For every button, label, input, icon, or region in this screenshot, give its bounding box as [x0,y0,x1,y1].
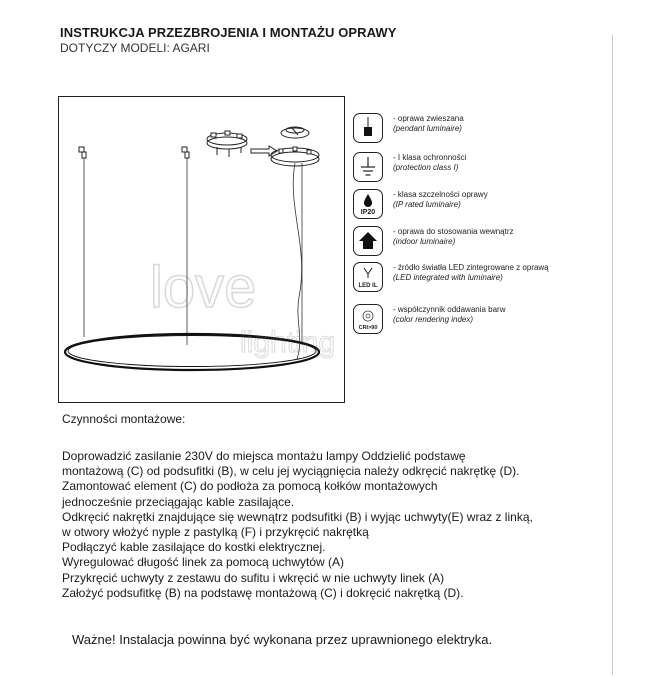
installation-steps [62,449,607,601]
ceiling-hook-middle [182,147,189,158]
assembly-arrow [251,146,277,156]
indoor-house-icon [353,226,383,256]
step-line: Założyć podsufitkę (B) na podstawę montażową (C) i dokręcić nakrętką (D). [62,585,464,600]
integrated-led-badge: LED IL [358,283,378,289]
ring-luminaire [65,334,319,370]
step-line: Wyregulować długość linek za pomocą uchwytów (A) [62,555,345,570]
protection-class-icon [353,152,383,182]
cri-badge: CRI>90 [358,325,378,331]
symbol-protection-label-en: (protection class I) [393,163,459,172]
step-line: Zamontować element (C) do podłoża za pomocą kołków montażowych [62,479,438,494]
step-line: jednocześnie przeciągając kable zasilające. [62,494,295,509]
step-line: w otwory włożyć nyple z pastylką (F) i przykręcić nakrętką [62,525,369,540]
watermark-main-text: love [150,255,257,320]
symbol-cri-label-pl: - współczynnik oddawania barw [393,305,506,314]
ip-rating-badge: IP20 [360,209,376,216]
step-line: Przykręcić uchwyty z zestawu do sufitu i wkręcić w nie uchwyty linek (A) [62,570,445,585]
canopy-exploded [207,131,247,157]
pendant-luminaire-icon [353,113,383,143]
electrician-warning: Ważne! Instalacja powinna być wykonana przez uprawnionego elektryka. [72,632,493,647]
ip-rating-icon [353,189,383,219]
symbol-pendant-label-pl: - oprawa zwieszana [393,114,464,123]
symbol-protection-label-pl: - I klasa ochronności [393,153,467,162]
page-edge-line [612,35,613,675]
power-cable [293,163,301,359]
watermark-sub-text: lighting [240,326,336,359]
document-title: INSTRUKCJA PRZEZBROJENIA I MONTAŻU OPRAWY [60,25,397,40]
symbol-ip-label-en: (IP rated luminaire) [393,200,461,209]
symbol-indoor-label-pl: - oprawa do stosowania wewnątrz [393,227,514,236]
symbol-pendant-label-en: (pendant luminaire) [393,124,462,133]
cri-icon [353,304,383,334]
suspension-cables [84,158,302,345]
luminaire-drawing [58,96,345,403]
step-line: Podłączyć kable zasilające do kostki elektrycznej. [62,540,326,555]
integrated-led-icon [353,262,383,292]
canopy-top-right [271,127,319,166]
section-heading: Czynności montażowe: [62,412,186,426]
symbol-indoor-label-en: (indoor luminaire) [393,237,456,246]
ceiling-hook-left [79,147,86,158]
symbol-ip-label-pl: - klasa szczelności oprawy [393,190,488,199]
symbol-cri-label-en: (color rendering index) [393,315,474,324]
step-line: Doprowadzić zasilanie 230V do miejsca montażu lampy Oddzielić podstawę [62,449,466,463]
drawing-svg [59,97,344,402]
step-line: Odkręcić nakrętki znajdujące się wewnątrz podsufitki (B) i wyjąc uchwyty(E) wraz z linką, [62,509,533,524]
symbol-led-label-pl: - źródło światła LED zintegrowane z oprawą [393,263,549,272]
symbol-led-label-en: (LED integrated with luminaire) [393,273,503,282]
step-line: montażową (C) od podsufitki (B), w celu jej wyciągnięcia należy odkręcić nakrętkę (D). [62,464,520,479]
document-subtitle: DOTYCZY MODELI: AGARI [60,41,210,55]
